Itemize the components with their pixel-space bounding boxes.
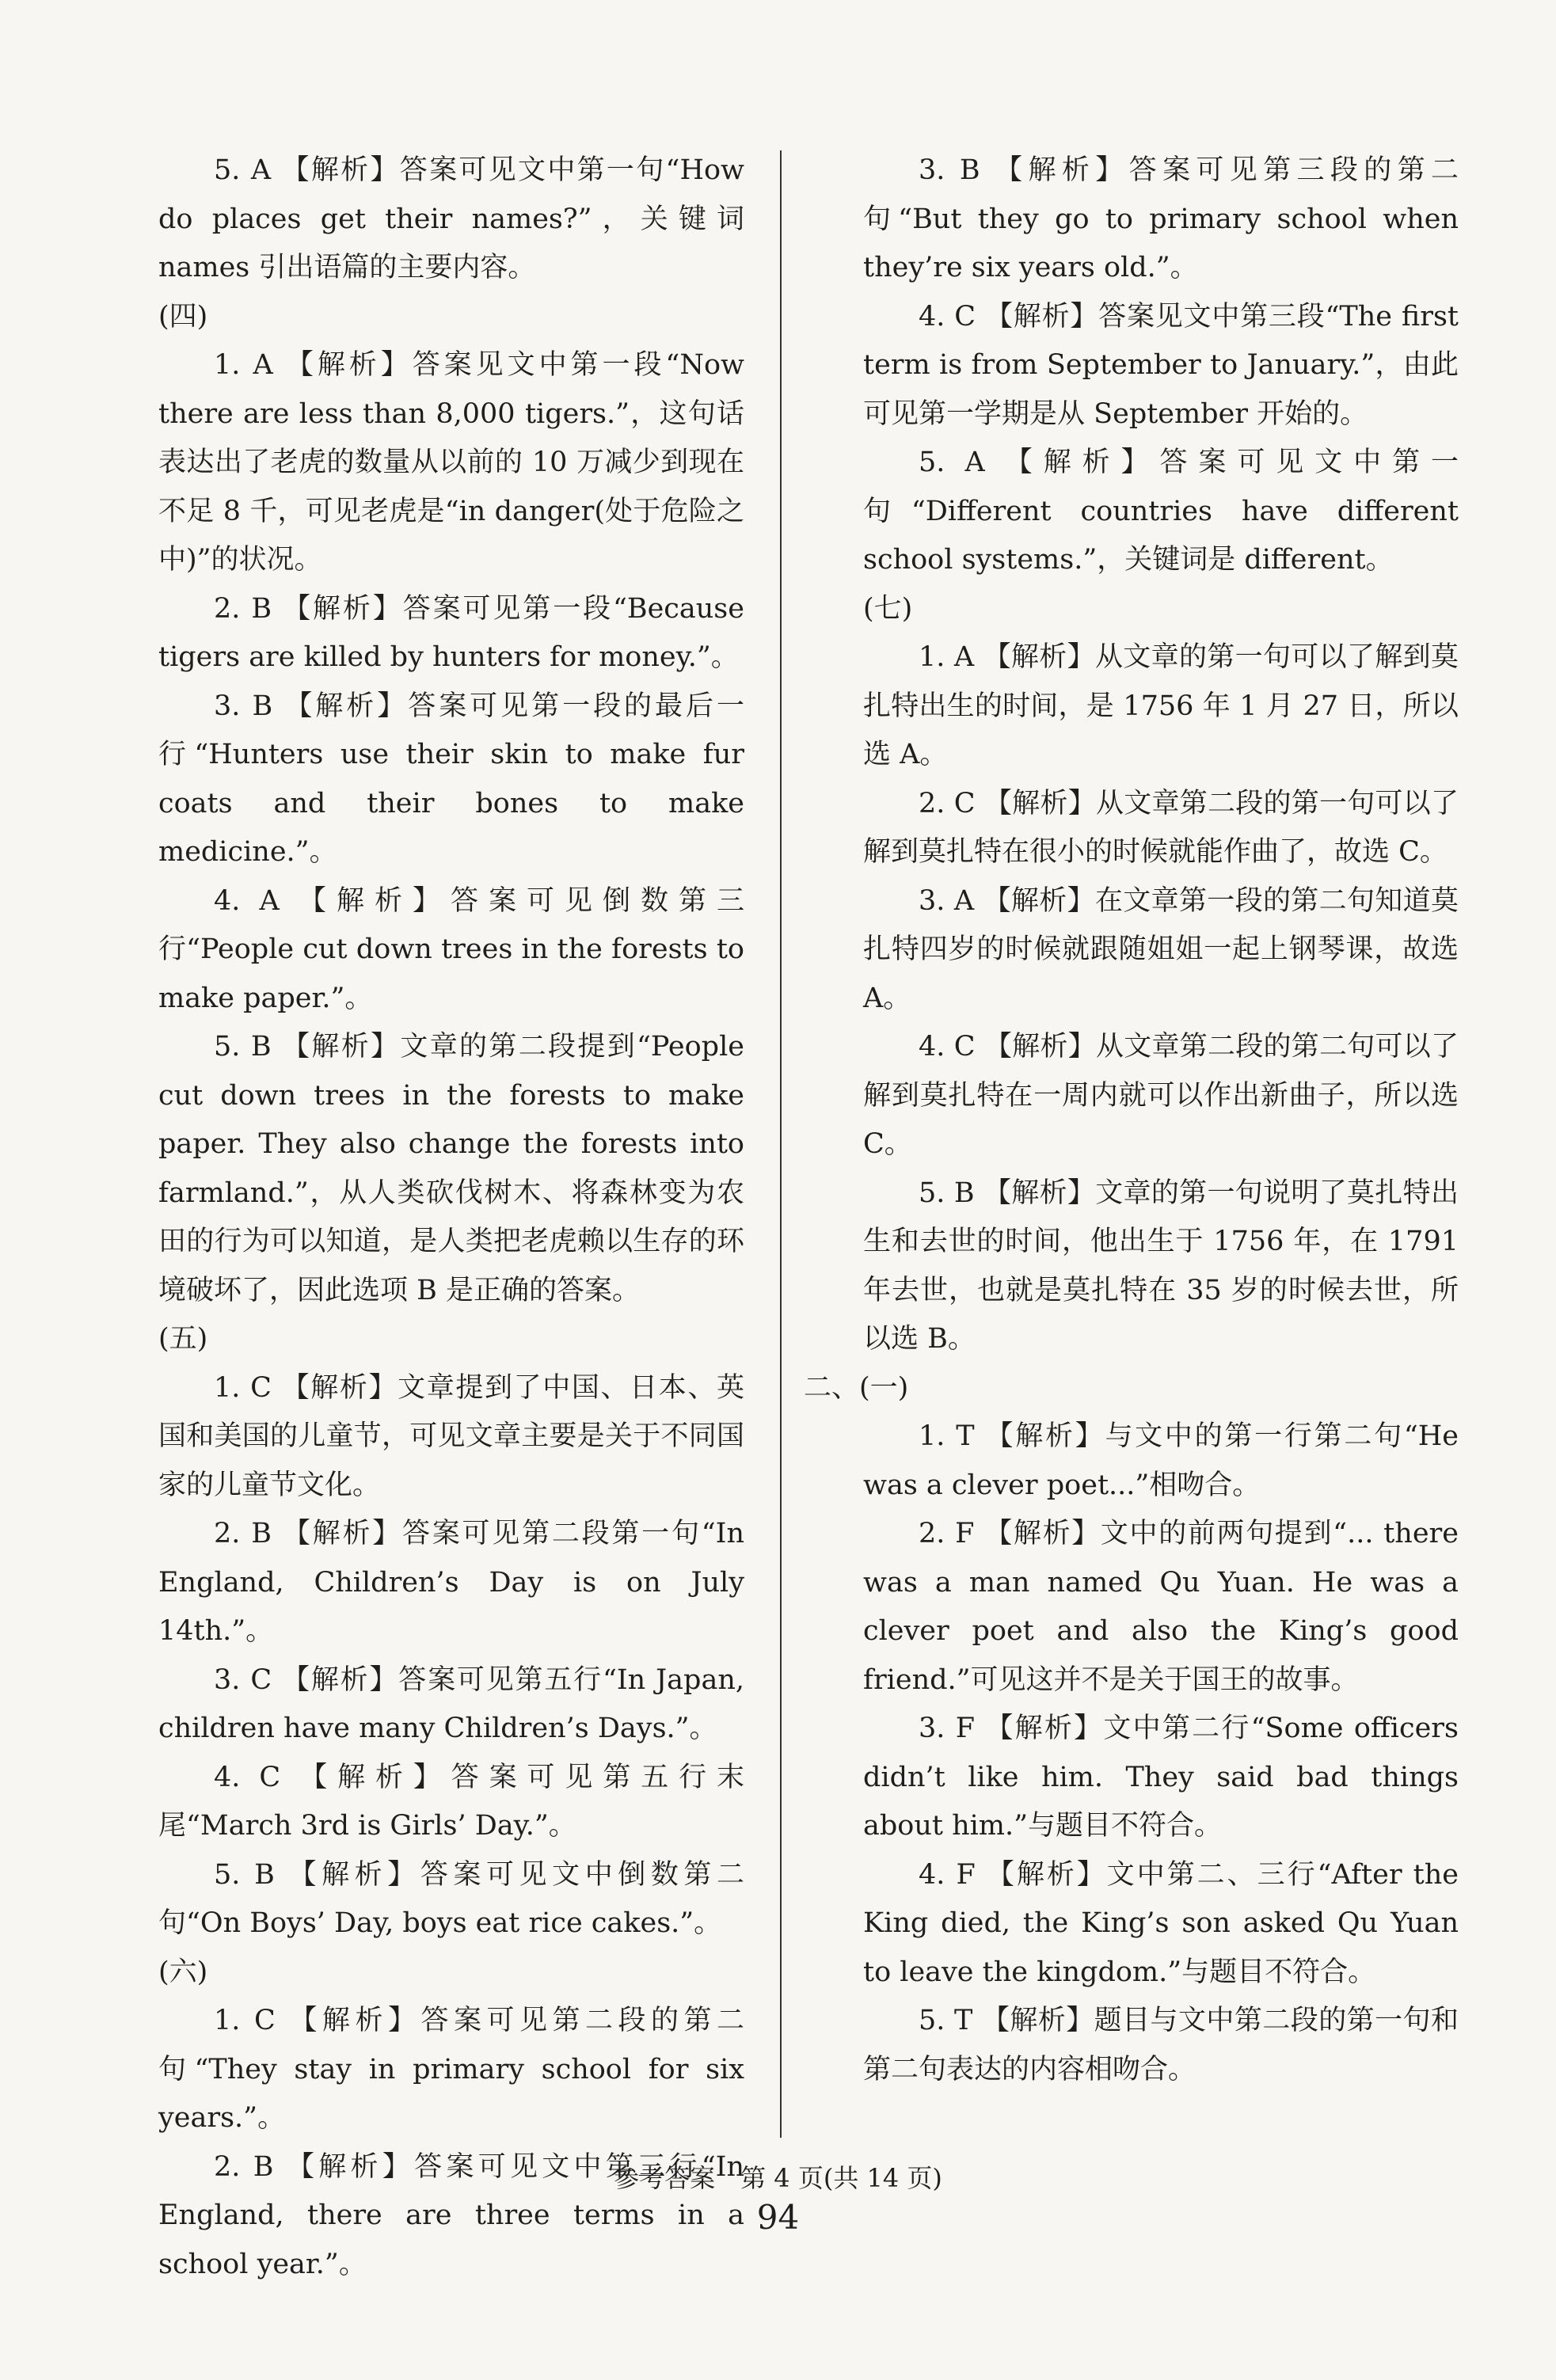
answer-item: 1. A 【解析】答案见文中第一段“Now there are less than 8,000 tigers.”，这句话表达出了老虎的数量从以前的 10 万减少到现在不足 8 千，可见老虎是“in danger(处于危险之中)”的状况。 xyxy=(158,349,744,576)
page-number: 94 xyxy=(756,2198,800,2237)
answer-item: 5. A 【解析】答案可见文中第一句“Different countries have different school systems.”，关键词是 different。 xyxy=(863,447,1459,576)
answer-item: 5. B 【解析】答案可见文中倒数第二句“On Boys’ Day, boys eat rice cakes.”。 xyxy=(158,1858,744,1939)
answer-item: 5. B 【解析】文章的第一句说明了莫扎特出生和去世的时间，他出生于 1756 年，在 1791 年去世，也就是莫扎特在 35 岁的时候去世，所以选 B。 xyxy=(863,1177,1459,1355)
section-heading: (四) xyxy=(158,300,208,333)
answer-item: 3. C 【解析】答案可见第五行“In Japan, children have many Children’s Days.”。 xyxy=(158,1663,744,1744)
column-divider xyxy=(780,150,782,2138)
answer-item: 4. F 【解析】文中第二、三行“After the King died, the King’s son asked Qu Yuan to leave the kingdom.”与题目不符合。 xyxy=(863,1858,1459,1988)
right-column xyxy=(804,146,1459,2094)
answer-item: 1. C 【解析】答案可见第二段的第二句“They stay in primary school for six years.”。 xyxy=(158,2005,744,2134)
page-footer-caption: 参考答案 第 4 页(共 14 页) xyxy=(614,2163,942,2193)
answer-item: 5. A 【解析】答案可见文中第一句“How do places get their names?”，关键词 names 引出语篇的主要内容。 xyxy=(158,154,744,283)
answer-item: 4. C 【解析】从文章第二段的第二句可以了解到莫扎特在一周内就可以作出新曲子，所以选 C。 xyxy=(863,1031,1459,1160)
answer-item: 1. T 【解析】与文中的第一行第二句“He was a clever poet...”相吻合。 xyxy=(863,1420,1459,1501)
answer-item: 2. F 【解析】文中的前两句提到“... there was a man named Qu Yuan. He was a clever poet and also the King’s good friend.”可见这并不是关于国王的故事。 xyxy=(863,1518,1459,1696)
answer-item: 2. C 【解析】从文章第二段的第一句可以了解到莫扎特在很小的时候就能作曲了，故选 C。 xyxy=(863,787,1459,868)
answer-item: 4. C 【解析】答案见文中第三段“The first term is from September to January.”，由此可见第一学期是从 September 开始的。 xyxy=(863,300,1459,430)
section-heading: (五) xyxy=(158,1323,208,1355)
answer-item: 3. A 【解析】在文章第一段的第二句知道莫扎特四岁的时候就跟随姐姐一起上钢琴课，故选 A。 xyxy=(863,884,1459,1014)
section-heading: (六) xyxy=(158,1956,208,1988)
answer-item: 1. C 【解析】文章提到了中国、日本、英国和美国的儿童节，可见文章主要是关于不同国家的儿童节文化。 xyxy=(158,1371,744,1501)
answer-item: 4. C 【解析】答案可见第五行末尾“March 3rd is Girls’ Day.”。 xyxy=(158,1761,744,1842)
answer-item: 2. B 【解析】答案可见第一段“Because tigers are killed by hunters for money.”。 xyxy=(158,592,744,673)
answer-item: 2. B 【解析】答案可见文中第三行“In England, there are three terms in a school year.”。 xyxy=(158,2150,744,2280)
answer-item: 5. B 【解析】文章的第二段提到“People cut down trees in the forests to make paper. They also change the forests into farmland.”，从人类砍伐树木、将森林变为农田的行为可以知道，是人类把老虎赖以生存的环境破坏了，因此选项 B 是正确的答案。 xyxy=(158,1031,744,1306)
answer-item: 2. B 【解析】答案可见第二段第一句“In England, Children’s Day is on July 14th.”。 xyxy=(158,1518,744,1647)
section-heading: (七) xyxy=(863,592,913,625)
answer-item: 3. F 【解析】文中第二行“Some officers didn’t like him. They said bad things about him.”与题目不符合。 xyxy=(863,1713,1459,1842)
answer-item: 1. A 【解析】从文章的第一句可以了解到莫扎特出生的时间，是 1756 年 1 月 27 日，所以选 A。 xyxy=(863,641,1459,770)
answer-item: 3. B 【解析】答案可见第一段的最后一行“Hunters use their skin to make fur coats and their bones to make medicine.”。 xyxy=(158,690,744,868)
part-heading: 二、(一) xyxy=(804,1371,909,1404)
answer-item: 4. A 【解析】答案可见倒数第三行“People cut down trees in the forests to make paper.”。 xyxy=(158,884,744,1014)
answer-item: 5. T 【解析】题目与文中第二段的第一句和第二句表达的内容相吻合。 xyxy=(863,2005,1459,2085)
left-column xyxy=(158,146,744,2289)
answer-item: 3. B 【解析】答案可见第三段的第二句“But they go to primary school when they’re six years old.”。 xyxy=(863,154,1459,283)
